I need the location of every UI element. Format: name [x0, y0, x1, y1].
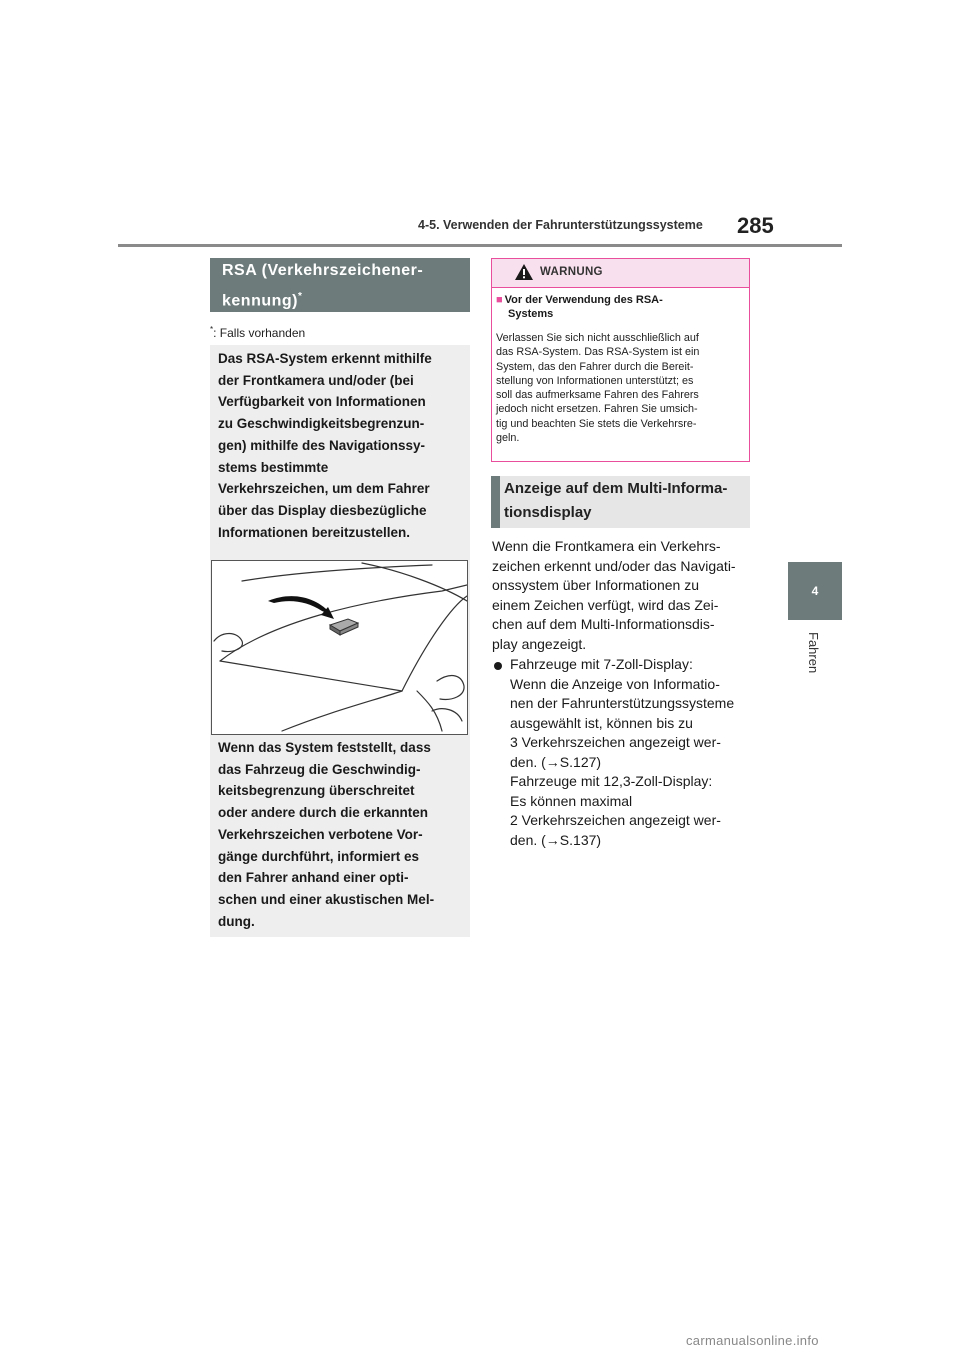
outro-line: Verkehrszeichen verbotene Vor-: [218, 826, 423, 842]
display-section-title-text: [504, 477, 748, 525]
sec2-title-line1: Anzeige auf dem Multi-Informa-: [504, 480, 728, 497]
warning-sub-line1: Vor der Verwendung des RSA-: [504, 294, 663, 306]
warning-line: jedoch nicht ersetzen. Fahren Sie umsich-: [496, 403, 698, 416]
rsa-title-line2-wrap: [222, 284, 458, 314]
warning-subheading: [496, 293, 744, 321]
bullet-line: Wenn die Anzeige von Informatio-: [510, 675, 720, 692]
intro-line: über das Display diesbezügliche: [218, 502, 427, 518]
header-divider: [118, 244, 842, 247]
chapter-tab-label: Fahren: [806, 632, 821, 674]
outro-line: keitsbegrenzung überschreitet: [218, 783, 415, 799]
rsa-title-mark: *: [298, 291, 303, 302]
bullet-line: ausgewählt ist, können bis zu: [510, 714, 693, 731]
intro-line: der Frontkamera und/oder (bei: [218, 372, 414, 388]
para-line: Wenn die Frontkamera ein Verkehrs-: [492, 538, 721, 554]
rsa-section-title: [210, 258, 470, 312]
outro-line: dung.: [218, 913, 255, 929]
intro-line: stems bestimmte: [218, 459, 329, 475]
outro-line: gänge durchführt, informiert es: [218, 848, 420, 864]
para-line: play angezeigt.: [492, 635, 587, 652]
outro-line: das Fahrzeug die Geschwindig-: [218, 761, 421, 777]
chapter-tab[interactable]: 4: [788, 562, 842, 620]
display-paragraph: [492, 537, 752, 654]
para-line: einem Zeichen verfügt, wird das Zei-: [492, 596, 719, 613]
warning-line: stellung von Informationen unterstützt; es: [496, 374, 694, 387]
watermark: carmanualsonline.info: [686, 1333, 819, 1348]
bullet-line: 2 Verkehrszeichen angezeigt wer-: [510, 812, 721, 828]
windshield-camera-image: [212, 561, 467, 734]
intro-line: zu Geschwindigkeitsbegrenzun-: [218, 416, 425, 432]
warning-box: [491, 258, 750, 462]
intro-line: Verkehrszeichen, um dem Fahrer: [218, 481, 430, 497]
rsa-intro-text: [218, 348, 454, 543]
warning-body: [496, 331, 744, 445]
footnote-mark: *: [210, 325, 214, 334]
warning-line: Verlassen Sie sich nicht ausschließlich auf: [496, 332, 699, 344]
bullet-line: nen der Fahrunterstützungssysteme: [510, 695, 735, 711]
footnote: [210, 325, 305, 340]
intro-line: Verfügbarkeit von Informationen: [218, 394, 426, 410]
windshield-camera-illustration: [211, 560, 468, 735]
para-line: zeichen erkennt und/oder das Navigati-: [492, 557, 736, 574]
rsa-title-line1: RSA (Verkehrszeichener-: [222, 262, 424, 279]
section-title-accent: [491, 476, 500, 528]
intro-line: Das RSA-System erkennt mithilfe: [218, 351, 432, 366]
warning-line: tig und beachten Sie stets die Verkehrsre-: [496, 417, 697, 430]
rsa-outro-text: [218, 737, 454, 932]
para-line: chen auf dem Multi-Informationsdis-: [492, 616, 715, 632]
square-bullet-icon: ■: [496, 294, 503, 306]
section-heading: 4-5. Verwenden der Fahrunterstützungssysteme: [418, 218, 703, 232]
warning-title: WARNUNG: [540, 266, 603, 278]
page-number: 285: [737, 213, 774, 238]
outro-line: den Fahrer anhand einer opti-: [218, 870, 409, 886]
warning-line: geln.: [496, 432, 520, 445]
bullet-dot-icon: [494, 662, 502, 670]
bullet-line: Fahrzeuge mit 12,3-Zoll-Display:: [510, 773, 713, 789]
page-reference-127[interactable]: den. (→S.127): [510, 753, 602, 770]
bullet-line: Fahrzeuge mit 7-Zoll-Display:: [510, 656, 693, 672]
warning-line: das RSA-System. Das RSA-System ist ein: [496, 346, 700, 359]
warning-line: System, das den Fahrer durch die Bereit-: [496, 360, 694, 373]
bullet-line: 3 Verkehrszeichen angezeigt wer-: [510, 734, 721, 750]
outro-line: schen und einer akustischen Mel-: [218, 891, 435, 907]
display-bullet: [510, 655, 754, 850]
para-line: onssystem über Informationen zu: [492, 577, 699, 593]
intro-line: gen) mithilfe des Navigationssy-: [218, 437, 426, 453]
sec2-title-line2: tionsdisplay: [504, 504, 592, 521]
display-section-title: [491, 476, 750, 528]
warning-sub-line2: Systems: [508, 308, 554, 320]
bullet-line: Es können maximal: [510, 792, 633, 809]
warning-sub-line1-wrap: [496, 293, 744, 307]
warning-line: soll das aufmerksame Fahren des Fahrers: [496, 389, 699, 402]
intro-line: Informationen bereitzustellen.: [218, 524, 411, 540]
page-reference-137[interactable]: den. (→S.137): [510, 831, 602, 848]
outro-line: oder andere durch die erkannten: [218, 805, 429, 821]
rsa-title-line2: kennung): [222, 292, 298, 310]
footnote-text: : Falls vorhanden: [213, 326, 306, 340]
warning-header: [492, 259, 749, 288]
outro-line: Wenn das System feststellt, dass: [218, 740, 431, 755]
warning-triangle-icon: [514, 263, 534, 281]
